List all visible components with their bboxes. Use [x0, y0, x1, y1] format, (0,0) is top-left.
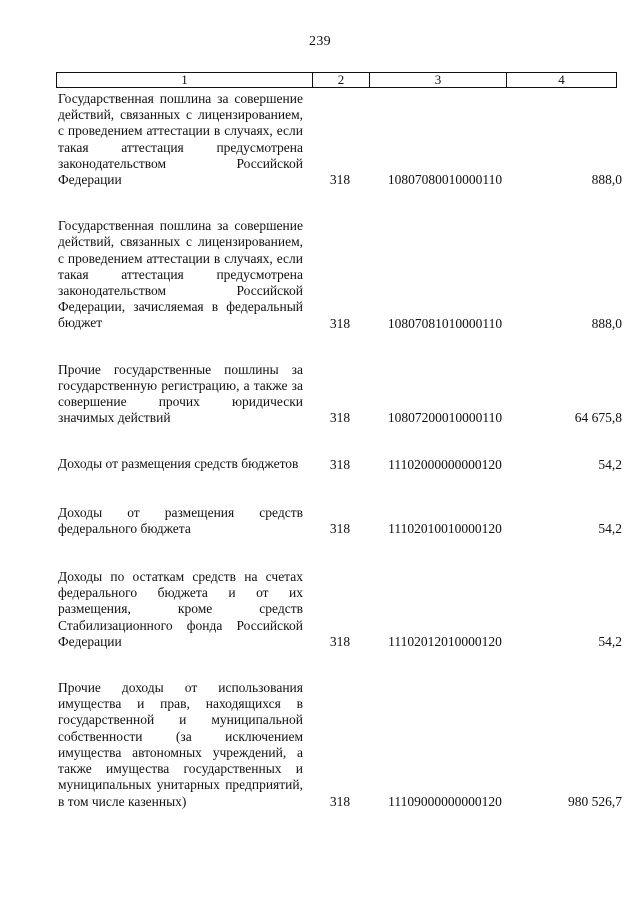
column-header-4: 4 — [558, 72, 565, 87]
table-row — [58, 680, 622, 810]
revenue-name: Доходы от размещения средств федерального бюджета — [58, 504, 303, 536]
admin-code: 318 — [329, 793, 351, 809]
table-row — [58, 91, 622, 188]
column-header-3: 3 — [370, 73, 507, 87]
table-row — [58, 505, 622, 537]
revenue-name: Прочие государственные пошлины за государственную регистрацию, а также за совершение прочих юридически значимых действий — [58, 361, 303, 426]
amount: 64 675,8 — [574, 410, 622, 426]
table-row — [58, 456, 622, 472]
admin-code: 318 — [329, 410, 351, 426]
page-number: 239 — [309, 34, 331, 49]
amount: 54,2 — [598, 634, 622, 650]
column-header-2: 2 — [313, 73, 370, 87]
column-header-1: 1 — [57, 73, 313, 87]
admin-code: 318 — [329, 634, 351, 650]
revenue-name: Прочие доходы от использования имущества и прав, находящихся в государственной и муниципальной собственности (за исключением имущества автономных учреждений, а также имущества государственных и муниципальных унитарных предприятий, в том числе казенных) — [58, 680, 303, 809]
admin-code: 318 — [329, 172, 351, 188]
admin-code: 318 — [329, 315, 351, 331]
revenue-name: Государственная пошлина за совершение действий, связанных с лицензированием, с проведением аттестации в случаях, если такая аттестация предусмотрена законодательством Российской Федерации — [58, 91, 303, 188]
budget-classification-code: 11102000000000120 — [388, 456, 502, 472]
table-row — [58, 362, 622, 427]
revenue-name: Доходы по остаткам средств на счетах федерального бюджета и от их размещения, кроме средств Стабилизационного фонда Российской Федерации — [58, 569, 303, 649]
table-row — [58, 218, 622, 331]
amount: 54,2 — [598, 456, 622, 472]
admin-code: 318 — [329, 521, 351, 537]
amount: 980 526,7 — [568, 793, 622, 809]
table-row — [58, 569, 622, 650]
amount: 888,0 — [591, 172, 622, 188]
amount: 888,0 — [591, 315, 622, 331]
budget-classification-code: 10807200010000110 — [387, 410, 503, 426]
budget-classification-code: 11109000000000120 — [388, 793, 502, 809]
revenue-name: Государственная пошлина за совершение действий, связанных с лицензированием, с проведением аттестации в случаях, если такая аттестация предусмотрена законодательством Российской Федерации, зачисляемая в федеральный бюджет — [58, 218, 303, 331]
amount: 54,2 — [598, 521, 622, 537]
revenue-name: Доходы от размещения средств бюджетов — [58, 456, 299, 472]
budget-classification-code: 11102010010000120 — [388, 521, 502, 537]
budget-classification-code: 10807080010000110 — [387, 172, 503, 188]
budget-classification-code: 10807081010000110 — [387, 315, 503, 331]
admin-code: 318 — [329, 456, 351, 472]
table-header — [56, 72, 617, 88]
revenue-table — [58, 91, 622, 810]
budget-classification-code: 11102012010000120 — [388, 634, 502, 650]
